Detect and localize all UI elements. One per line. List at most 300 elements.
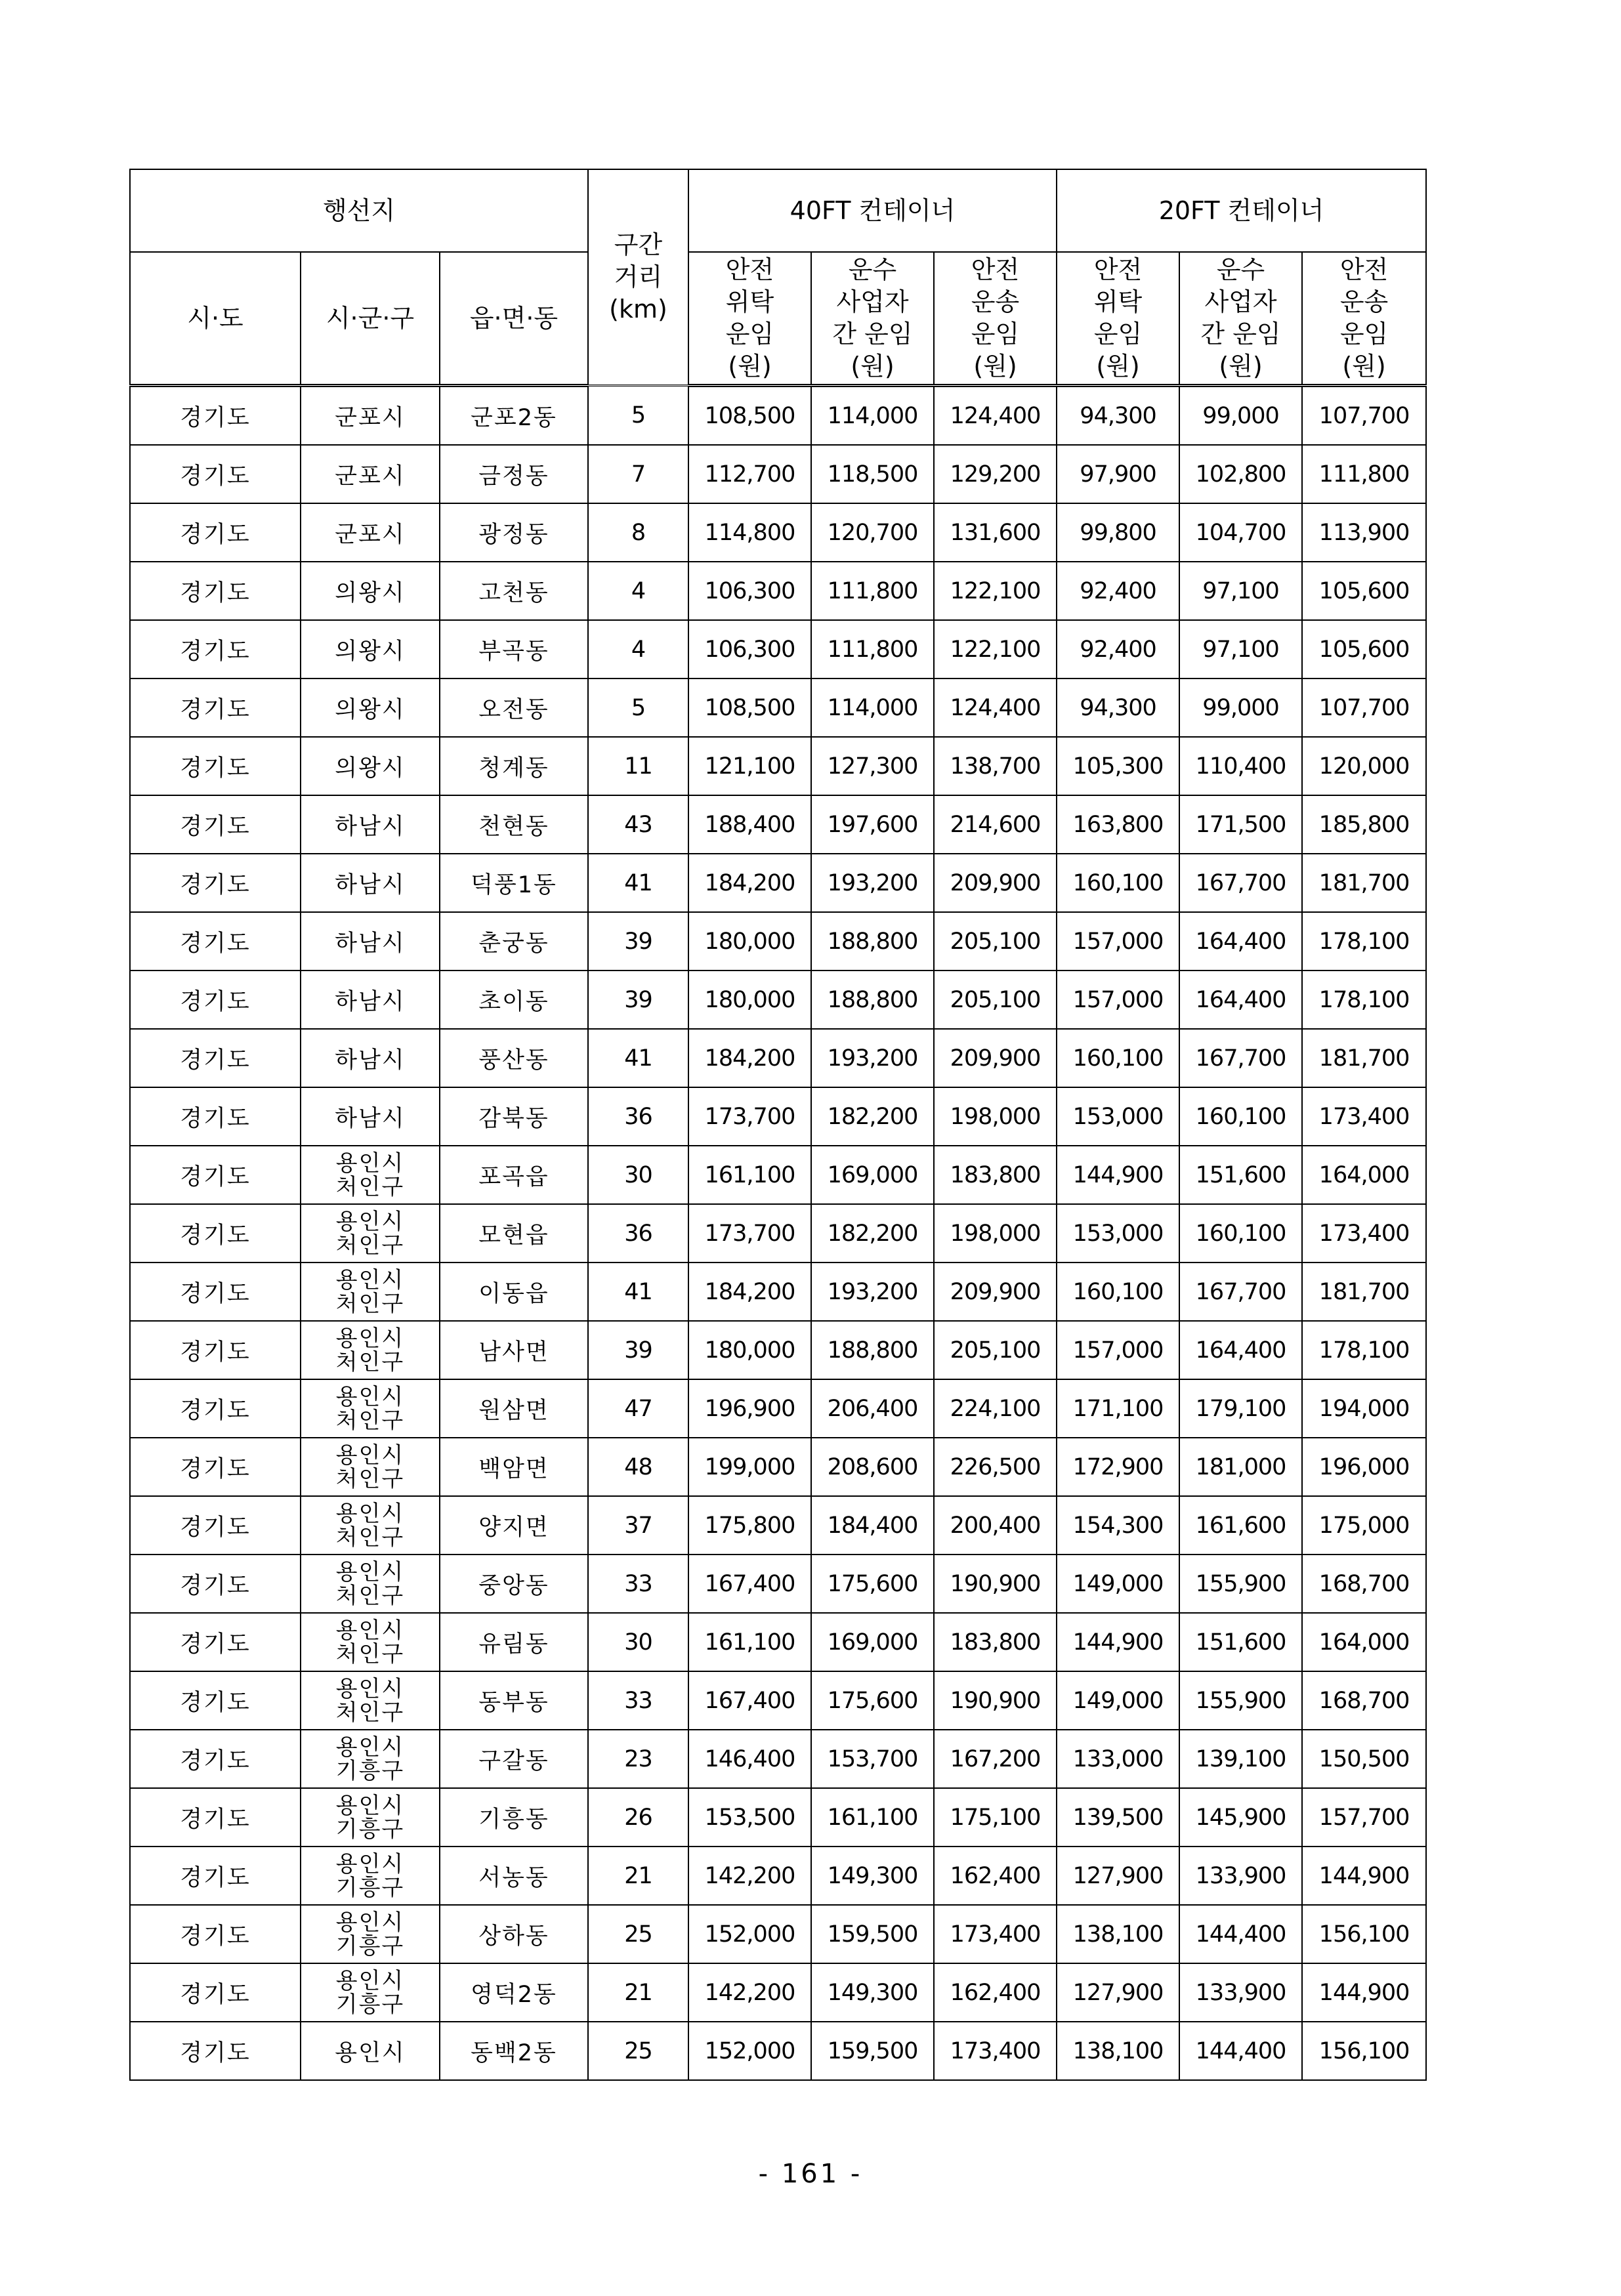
ft40-carrier-cell: 182,200 [811, 1087, 934, 1146]
sigungu-cell: 용인시 처인구 [301, 1496, 440, 1555]
ft20-safety-consign-cell: 160,100 [1057, 1029, 1179, 1087]
header-sigungu: 시·군·구 [301, 252, 440, 386]
ft20-safety-consign-cell: 154,300 [1057, 1496, 1179, 1555]
sigungu-cell: 용인시 기흥구 [301, 1963, 440, 2022]
eupmyeondong-cell: 백암면 [440, 1438, 588, 1496]
table-row [130, 795, 1426, 854]
ft20-carrier-cell: 99,000 [1179, 386, 1302, 446]
ft40-carrier-cell: 118,500 [811, 445, 934, 503]
header-row-top [130, 169, 1426, 252]
eupmyeondong-cell: 초이동 [440, 971, 588, 1029]
table-row [130, 1204, 1426, 1263]
sigungu-cell: 용인시 처인구 [301, 1204, 440, 1263]
eupmyeondong-cell: 부곡동 [440, 620, 588, 678]
ft40-carrier-cell: 188,800 [811, 1321, 934, 1379]
eupmyeondong-cell: 춘궁동 [440, 912, 588, 971]
eupmyeondong-cell: 오전동 [440, 678, 588, 737]
ft20-carrier-cell: 171,500 [1179, 795, 1302, 854]
ft40-carrier-cell: 206,400 [811, 1379, 934, 1438]
ft20-safety-consign-cell: 139,500 [1057, 1788, 1179, 1847]
eupmyeondong-cell: 양지면 [440, 1496, 588, 1555]
eupmyeondong-cell: 청계동 [440, 737, 588, 795]
distance-cell: 11 [588, 737, 688, 795]
ft20-safety-transport-cell: 107,700 [1302, 678, 1426, 737]
ft20-carrier-cell: 160,100 [1179, 1087, 1302, 1146]
ft20-safety-transport-cell: 194,000 [1302, 1379, 1426, 1438]
ft40-carrier-cell: 114,000 [811, 678, 934, 737]
ft40-carrier-cell: 188,800 [811, 971, 934, 1029]
sigungu-cell: 의왕시 [301, 678, 440, 737]
table-row [130, 678, 1426, 737]
ft20-carrier-cell: 145,900 [1179, 1788, 1302, 1847]
ft20-safety-transport-cell: 150,500 [1302, 1730, 1426, 1788]
ft40-carrier-cell: 111,800 [811, 620, 934, 678]
ft40-carrier-cell: 175,600 [811, 1555, 934, 1613]
ft40-safety-consign-cell: 180,000 [688, 1321, 811, 1379]
distance-cell: 47 [588, 1379, 688, 1438]
ft20-safety-consign-cell: 160,100 [1057, 1263, 1179, 1321]
ft40-safety-consign-cell: 173,700 [688, 1204, 811, 1263]
header-eupmyeondong: 읍·면·동 [440, 252, 588, 386]
ft40-safety-consign-cell: 184,200 [688, 854, 811, 912]
sido-cell: 경기도 [130, 1671, 301, 1730]
eupmyeondong-cell: 원삼면 [440, 1379, 588, 1438]
ft20-safety-transport-cell: 178,100 [1302, 971, 1426, 1029]
ft20-carrier-cell: 139,100 [1179, 1730, 1302, 1788]
table-row [130, 1963, 1426, 2022]
ft20-safety-transport-cell: 196,000 [1302, 1438, 1426, 1496]
ft40-safety-consign-cell: 161,100 [688, 1613, 811, 1671]
eupmyeondong-cell: 이동읍 [440, 1263, 588, 1321]
sigungu-cell: 용인시 처인구 [301, 1263, 440, 1321]
ft40-safety-transport-cell: 205,100 [934, 1321, 1057, 1379]
ft40-safety-consign-cell: 184,200 [688, 1029, 811, 1087]
ft20-safety-transport-cell: 168,700 [1302, 1671, 1426, 1730]
ft20-safety-consign-cell: 127,900 [1057, 1963, 1179, 2022]
eupmyeondong-cell: 서농동 [440, 1847, 588, 1905]
ft40-carrier-cell: 182,200 [811, 1204, 934, 1263]
ft40-safety-consign-cell: 152,000 [688, 2022, 811, 2080]
table-body [130, 386, 1426, 2081]
sigungu-cell: 군포시 [301, 386, 440, 446]
distance-cell: 33 [588, 1555, 688, 1613]
ft20-safety-transport-cell: 156,100 [1302, 1905, 1426, 1963]
sido-cell: 경기도 [130, 445, 301, 503]
ft20-carrier-cell: 102,800 [1179, 445, 1302, 503]
ft20-safety-transport-cell: 168,700 [1302, 1555, 1426, 1613]
ft40-carrier-cell: 208,600 [811, 1438, 934, 1496]
ft20-carrier-cell: 179,100 [1179, 1379, 1302, 1438]
ft20-safety-consign-cell: 97,900 [1057, 445, 1179, 503]
table-row [130, 1321, 1426, 1379]
eupmyeondong-cell: 감북동 [440, 1087, 588, 1146]
table-row [130, 445, 1426, 503]
ft20-safety-consign-cell: 94,300 [1057, 386, 1179, 446]
table-row [130, 620, 1426, 678]
sido-cell: 경기도 [130, 678, 301, 737]
ft40-carrier-cell: 197,600 [811, 795, 934, 854]
sigungu-cell: 용인시 처인구 [301, 1146, 440, 1204]
sigungu-cell: 용인시 [301, 2022, 440, 2080]
sigungu-cell: 용인시 처인구 [301, 1438, 440, 1496]
ft40-safety-consign-cell: 188,400 [688, 795, 811, 854]
table-row [130, 912, 1426, 971]
ft40-safety-consign-cell: 108,500 [688, 678, 811, 737]
ft40-carrier-cell: 114,000 [811, 386, 934, 446]
ft40-safety-transport-cell: 205,100 [934, 912, 1057, 971]
sido-cell: 경기도 [130, 1788, 301, 1847]
ft40-safety-consign-cell: 167,400 [688, 1671, 811, 1730]
ft20-carrier-cell: 97,100 [1179, 620, 1302, 678]
sigungu-cell: 하남시 [301, 1087, 440, 1146]
ft40-carrier-cell: 175,600 [811, 1671, 934, 1730]
sido-cell: 경기도 [130, 1963, 301, 2022]
sido-cell: 경기도 [130, 737, 301, 795]
table-row [130, 1087, 1426, 1146]
sido-cell: 경기도 [130, 1087, 301, 1146]
distance-cell: 26 [588, 1788, 688, 1847]
ft40-safety-consign-cell: 196,900 [688, 1379, 811, 1438]
ft20-safety-transport-cell: 105,600 [1302, 562, 1426, 620]
sido-cell: 경기도 [130, 1438, 301, 1496]
ft20-carrier-cell: 155,900 [1179, 1671, 1302, 1730]
table-row [130, 1438, 1426, 1496]
sigungu-cell: 의왕시 [301, 737, 440, 795]
ft20-carrier-cell: 99,000 [1179, 678, 1302, 737]
ft20-safety-consign-cell: 157,000 [1057, 912, 1179, 971]
ft20-carrier-cell: 164,400 [1179, 912, 1302, 971]
table-row [130, 1613, 1426, 1671]
ft20-safety-transport-cell: 156,100 [1302, 2022, 1426, 2080]
header-20ft-safety-consign-rate: 안전 위탁 운임 (원) [1057, 252, 1179, 386]
sido-cell: 경기도 [130, 1496, 301, 1555]
ft40-safety-consign-cell: 112,700 [688, 445, 811, 503]
table-row [130, 2022, 1426, 2080]
table-row [130, 737, 1426, 795]
eupmyeondong-cell: 풍산동 [440, 1029, 588, 1087]
sigungu-cell: 하남시 [301, 854, 440, 912]
ft40-carrier-cell: 159,500 [811, 1905, 934, 1963]
header-40ft-safety-transport-rate: 안전 운송 운임 (원) [934, 252, 1057, 386]
ft20-safety-consign-cell: 153,000 [1057, 1087, 1179, 1146]
header-40ft-safety-consign-rate: 안전 위탁 운임 (원) [688, 252, 811, 386]
ft40-carrier-cell: 193,200 [811, 1263, 934, 1321]
ft20-safety-transport-cell: 173,400 [1302, 1087, 1426, 1146]
distance-cell: 39 [588, 971, 688, 1029]
ft40-carrier-cell: 149,300 [811, 1847, 934, 1905]
ft40-carrier-cell: 111,800 [811, 562, 934, 620]
ft40-safety-consign-cell: 199,000 [688, 1438, 811, 1496]
ft20-safety-transport-cell: 173,400 [1302, 1204, 1426, 1263]
eupmyeondong-cell: 영덕2동 [440, 1963, 588, 2022]
ft20-safety-transport-cell: 144,900 [1302, 1847, 1426, 1905]
ft40-safety-transport-cell: 209,900 [934, 854, 1057, 912]
sido-cell: 경기도 [130, 1555, 301, 1613]
sido-cell: 경기도 [130, 1379, 301, 1438]
distance-cell: 5 [588, 678, 688, 737]
sido-cell: 경기도 [130, 1263, 301, 1321]
sido-cell: 경기도 [130, 912, 301, 971]
ft20-safety-consign-cell: 133,000 [1057, 1730, 1179, 1788]
ft40-safety-transport-cell: 173,400 [934, 1905, 1057, 1963]
eupmyeondong-cell: 모현읍 [440, 1204, 588, 1263]
table-row [130, 854, 1426, 912]
ft40-carrier-cell: 161,100 [811, 1788, 934, 1847]
ft20-carrier-cell: 97,100 [1179, 562, 1302, 620]
sigungu-cell: 하남시 [301, 1029, 440, 1087]
sigungu-cell: 하남시 [301, 971, 440, 1029]
ft40-safety-consign-cell: 180,000 [688, 971, 811, 1029]
ft20-carrier-cell: 161,600 [1179, 1496, 1302, 1555]
ft20-safety-transport-cell: 157,700 [1302, 1788, 1426, 1847]
ft20-safety-consign-cell: 138,100 [1057, 2022, 1179, 2080]
ft20-carrier-cell: 167,700 [1179, 1029, 1302, 1087]
table-row [130, 503, 1426, 562]
eupmyeondong-cell: 광정동 [440, 503, 588, 562]
table-row [130, 1847, 1426, 1905]
header-20ft-safety-transport-rate: 안전 운송 운임 (원) [1302, 252, 1426, 386]
sido-cell: 경기도 [130, 971, 301, 1029]
ft20-safety-transport-cell: 113,900 [1302, 503, 1426, 562]
ft40-carrier-cell: 149,300 [811, 1963, 934, 2022]
distance-cell: 7 [588, 445, 688, 503]
ft20-safety-transport-cell: 175,000 [1302, 1496, 1426, 1555]
sido-cell: 경기도 [130, 1146, 301, 1204]
table-row [130, 1496, 1426, 1555]
eupmyeondong-cell: 고천동 [440, 562, 588, 620]
eupmyeondong-cell: 포곡읍 [440, 1146, 588, 1204]
distance-cell: 41 [588, 1263, 688, 1321]
ft20-safety-consign-cell: 94,300 [1057, 678, 1179, 737]
distance-cell: 25 [588, 2022, 688, 2080]
table-row [130, 971, 1426, 1029]
distance-cell: 30 [588, 1613, 688, 1671]
eupmyeondong-cell: 남사면 [440, 1321, 588, 1379]
ft40-safety-transport-cell: 162,400 [934, 1847, 1057, 1905]
table-row [130, 1730, 1426, 1788]
table-row [130, 1905, 1426, 1963]
sigungu-cell: 용인시 처인구 [301, 1379, 440, 1438]
ft40-safety-consign-cell: 153,500 [688, 1788, 811, 1847]
ft40-safety-transport-cell: 129,200 [934, 445, 1057, 503]
eupmyeondong-cell: 기흥동 [440, 1788, 588, 1847]
eupmyeondong-cell: 중앙동 [440, 1555, 588, 1613]
sido-cell: 경기도 [130, 1321, 301, 1379]
ft40-carrier-cell: 188,800 [811, 912, 934, 971]
sigungu-cell: 용인시 처인구 [301, 1555, 440, 1613]
table-row [130, 1379, 1426, 1438]
ft40-carrier-cell: 169,000 [811, 1613, 934, 1671]
ft40-safety-transport-cell: 122,100 [934, 620, 1057, 678]
ft40-safety-transport-cell: 198,000 [934, 1204, 1057, 1263]
ft20-safety-transport-cell: 120,000 [1302, 737, 1426, 795]
eupmyeondong-cell: 상하동 [440, 1905, 588, 1963]
ft40-safety-transport-cell: 162,400 [934, 1963, 1057, 2022]
ft20-safety-consign-cell: 157,000 [1057, 1321, 1179, 1379]
sido-cell: 경기도 [130, 795, 301, 854]
ft40-safety-transport-cell: 226,500 [934, 1438, 1057, 1496]
ft20-safety-consign-cell: 92,400 [1057, 620, 1179, 678]
ft40-safety-consign-cell: 121,100 [688, 737, 811, 795]
sigungu-cell: 용인시 기흥구 [301, 1788, 440, 1847]
ft40-safety-transport-cell: 124,400 [934, 386, 1057, 446]
ft40-carrier-cell: 184,400 [811, 1496, 934, 1555]
ft40-safety-transport-cell: 183,800 [934, 1613, 1057, 1671]
sigungu-cell: 의왕시 [301, 562, 440, 620]
sigungu-cell: 용인시 처인구 [301, 1321, 440, 1379]
ft20-safety-transport-cell: 185,800 [1302, 795, 1426, 854]
ft40-carrier-cell: 193,200 [811, 854, 934, 912]
ft20-carrier-cell: 164,400 [1179, 971, 1302, 1029]
distance-cell: 41 [588, 854, 688, 912]
header-distance-km: 구간 거리 (km) [588, 169, 688, 386]
ft40-safety-consign-cell: 180,000 [688, 912, 811, 971]
sido-cell: 경기도 [130, 854, 301, 912]
ft40-safety-transport-cell: 131,600 [934, 503, 1057, 562]
sigungu-cell: 하남시 [301, 912, 440, 971]
distance-cell: 36 [588, 1087, 688, 1146]
ft20-safety-consign-cell: 144,900 [1057, 1146, 1179, 1204]
header-destination: 행선지 [130, 169, 588, 252]
ft20-carrier-cell: 181,000 [1179, 1438, 1302, 1496]
header-40ft-container: 40FT 컨테이너 [688, 169, 1057, 252]
distance-cell: 21 [588, 1963, 688, 2022]
header-40ft-carrier-rate: 운수 사업자 간 운임 (원) [811, 252, 934, 386]
ft40-safety-consign-cell: 175,800 [688, 1496, 811, 1555]
ft40-safety-transport-cell: 124,400 [934, 678, 1057, 737]
distance-cell: 4 [588, 620, 688, 678]
ft20-carrier-cell: 151,600 [1179, 1146, 1302, 1204]
sigungu-cell: 군포시 [301, 503, 440, 562]
ft40-safety-transport-cell: 224,100 [934, 1379, 1057, 1438]
ft20-carrier-cell: 133,900 [1179, 1963, 1302, 2022]
sido-cell: 경기도 [130, 1905, 301, 1963]
eupmyeondong-cell: 천현동 [440, 795, 588, 854]
ft40-carrier-cell: 153,700 [811, 1730, 934, 1788]
ft20-carrier-cell: 167,700 [1179, 1263, 1302, 1321]
distance-cell: 33 [588, 1671, 688, 1730]
ft20-safety-consign-cell: 149,000 [1057, 1555, 1179, 1613]
freight-rate-table [129, 169, 1427, 2081]
ft40-safety-consign-cell: 108,500 [688, 386, 811, 446]
table-row [130, 1788, 1426, 1847]
ft20-safety-consign-cell: 163,800 [1057, 795, 1179, 854]
ft20-carrier-cell: 155,900 [1179, 1555, 1302, 1613]
eupmyeondong-cell: 금정동 [440, 445, 588, 503]
ft20-safety-consign-cell: 153,000 [1057, 1204, 1179, 1263]
sigungu-cell: 의왕시 [301, 620, 440, 678]
sido-cell: 경기도 [130, 1204, 301, 1263]
sido-cell: 경기도 [130, 562, 301, 620]
ft40-safety-consign-cell: 142,200 [688, 1963, 811, 2022]
sigungu-cell: 용인시 처인구 [301, 1671, 440, 1730]
ft40-safety-consign-cell: 106,300 [688, 620, 811, 678]
sido-cell: 경기도 [130, 2022, 301, 2080]
distance-cell: 21 [588, 1847, 688, 1905]
ft20-safety-transport-cell: 164,000 [1302, 1146, 1426, 1204]
ft20-safety-consign-cell: 149,000 [1057, 1671, 1179, 1730]
table-row [130, 386, 1426, 446]
distance-cell: 5 [588, 386, 688, 446]
ft40-safety-consign-cell: 142,200 [688, 1847, 811, 1905]
ft40-safety-consign-cell: 106,300 [688, 562, 811, 620]
header-row-sub [130, 252, 1426, 386]
ft20-safety-consign-cell: 138,100 [1057, 1905, 1179, 1963]
ft20-safety-transport-cell: 181,700 [1302, 1029, 1426, 1087]
sigungu-cell: 용인시 처인구 [301, 1613, 440, 1671]
ft40-safety-transport-cell: 175,100 [934, 1788, 1057, 1847]
sigungu-cell: 용인시 기흥구 [301, 1905, 440, 1963]
ft40-safety-transport-cell: 138,700 [934, 737, 1057, 795]
distance-cell: 39 [588, 1321, 688, 1379]
ft20-safety-consign-cell: 105,300 [1057, 737, 1179, 795]
ft20-carrier-cell: 144,400 [1179, 2022, 1302, 2080]
ft20-safety-consign-cell: 127,900 [1057, 1847, 1179, 1905]
distance-cell: 8 [588, 503, 688, 562]
ft40-carrier-cell: 169,000 [811, 1146, 934, 1204]
ft20-carrier-cell: 104,700 [1179, 503, 1302, 562]
ft20-carrier-cell: 167,700 [1179, 854, 1302, 912]
ft20-safety-consign-cell: 157,000 [1057, 971, 1179, 1029]
ft40-safety-transport-cell: 209,900 [934, 1029, 1057, 1087]
ft40-safety-transport-cell: 209,900 [934, 1263, 1057, 1321]
ft40-safety-transport-cell: 190,900 [934, 1671, 1057, 1730]
ft40-safety-consign-cell: 184,200 [688, 1263, 811, 1321]
ft20-safety-transport-cell: 178,100 [1302, 912, 1426, 971]
sigungu-cell: 군포시 [301, 445, 440, 503]
ft20-safety-consign-cell: 160,100 [1057, 854, 1179, 912]
distance-cell: 4 [588, 562, 688, 620]
ft20-safety-transport-cell: 107,700 [1302, 386, 1426, 446]
ft20-safety-consign-cell: 99,800 [1057, 503, 1179, 562]
sigungu-cell: 용인시 기흥구 [301, 1730, 440, 1788]
ft40-safety-consign-cell: 146,400 [688, 1730, 811, 1788]
distance-cell: 37 [588, 1496, 688, 1555]
distance-cell: 41 [588, 1029, 688, 1087]
ft40-safety-consign-cell: 167,400 [688, 1555, 811, 1613]
ft20-carrier-cell: 144,400 [1179, 1905, 1302, 1963]
distance-cell: 43 [588, 795, 688, 854]
ft40-carrier-cell: 127,300 [811, 737, 934, 795]
ft20-safety-transport-cell: 144,900 [1302, 1963, 1426, 2022]
sigungu-cell: 하남시 [301, 795, 440, 854]
ft20-safety-consign-cell: 171,100 [1057, 1379, 1179, 1438]
sido-cell: 경기도 [130, 503, 301, 562]
sido-cell: 경기도 [130, 1613, 301, 1671]
ft40-safety-consign-cell: 161,100 [688, 1146, 811, 1204]
ft20-safety-transport-cell: 178,100 [1302, 1321, 1426, 1379]
ft40-safety-consign-cell: 114,800 [688, 503, 811, 562]
page-number: - 161 - [758, 2159, 863, 2189]
ft40-carrier-cell: 120,700 [811, 503, 934, 562]
table-row [130, 562, 1426, 620]
ft20-carrier-cell: 133,900 [1179, 1847, 1302, 1905]
sido-cell: 경기도 [130, 1847, 301, 1905]
sigungu-cell: 용인시 기흥구 [301, 1847, 440, 1905]
ft20-safety-consign-cell: 92,400 [1057, 562, 1179, 620]
distance-cell: 39 [588, 912, 688, 971]
ft20-safety-transport-cell: 181,700 [1302, 854, 1426, 912]
ft40-safety-transport-cell: 183,800 [934, 1146, 1057, 1204]
eupmyeondong-cell: 덕풍1동 [440, 854, 588, 912]
ft20-safety-consign-cell: 172,900 [1057, 1438, 1179, 1496]
sido-cell: 경기도 [130, 620, 301, 678]
table-row [130, 1671, 1426, 1730]
table-row [130, 1146, 1426, 1204]
eupmyeondong-cell: 군포2동 [440, 386, 588, 446]
table-row [130, 1029, 1426, 1087]
distance-cell: 30 [588, 1146, 688, 1204]
